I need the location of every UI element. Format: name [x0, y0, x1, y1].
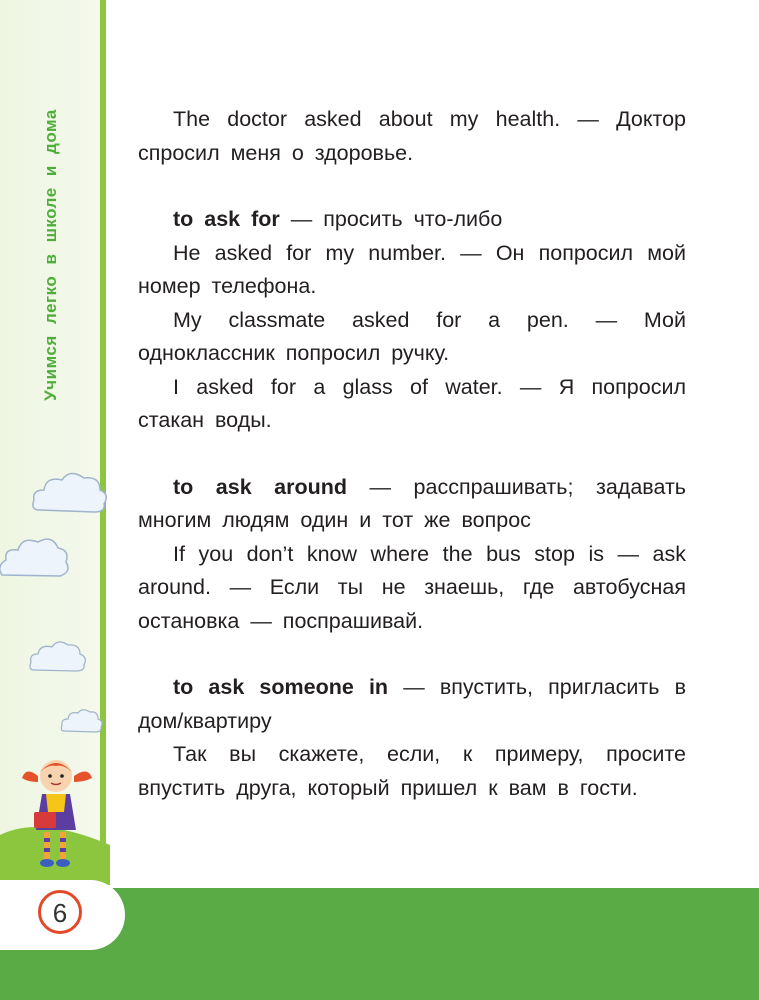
- entry-definition: — расспрашивать; задавать многим людям один и тот же вопрос: [138, 474, 686, 532]
- entry-definition: — впустить, пригласить в дом/квартиру: [138, 675, 686, 733]
- example-sentence: I asked for a glass of water. — Я попросил стакан воды.: [138, 374, 686, 432]
- entry-definition: — просить что-либо: [279, 207, 503, 231]
- girl-illustration: [18, 752, 98, 870]
- entry-term: to ask for: [173, 207, 280, 231]
- example-sentence: If you don’t know where the bus stop is — ask around. — Если ты не знаешь, где автобусная остановка — поспрашивай.: [138, 541, 686, 633]
- sidebar-title: Учимся легко в школе и дома: [41, 109, 60, 401]
- example-sentence: My classmate asked for a pen. — Мой одноклассник попросил ручку.: [138, 307, 686, 365]
- cloud-icon: [28, 638, 88, 678]
- entry-heading: [138, 671, 686, 738]
- main-content: [138, 103, 686, 805]
- cloud-icon: [60, 707, 104, 737]
- example-sentence: Так вы скажете, если, к примеру, просите впустить друга, который пришел к вам в гости.: [138, 742, 686, 800]
- page-number: 6: [52, 898, 68, 928]
- entry-heading: [138, 203, 686, 237]
- cloud-icon: [0, 530, 70, 585]
- example-sentence: The doctor asked about my health. — Доктор спросил меня о здоровье.: [138, 107, 686, 165]
- cloud-icon: [30, 468, 110, 520]
- example-sentence: He asked for my number. — Он попросил мой номер телефона.: [138, 240, 686, 298]
- entry-term: to ask around: [173, 474, 348, 499]
- entry-heading: [138, 471, 686, 538]
- entry-term: to ask someone in: [173, 675, 389, 699]
